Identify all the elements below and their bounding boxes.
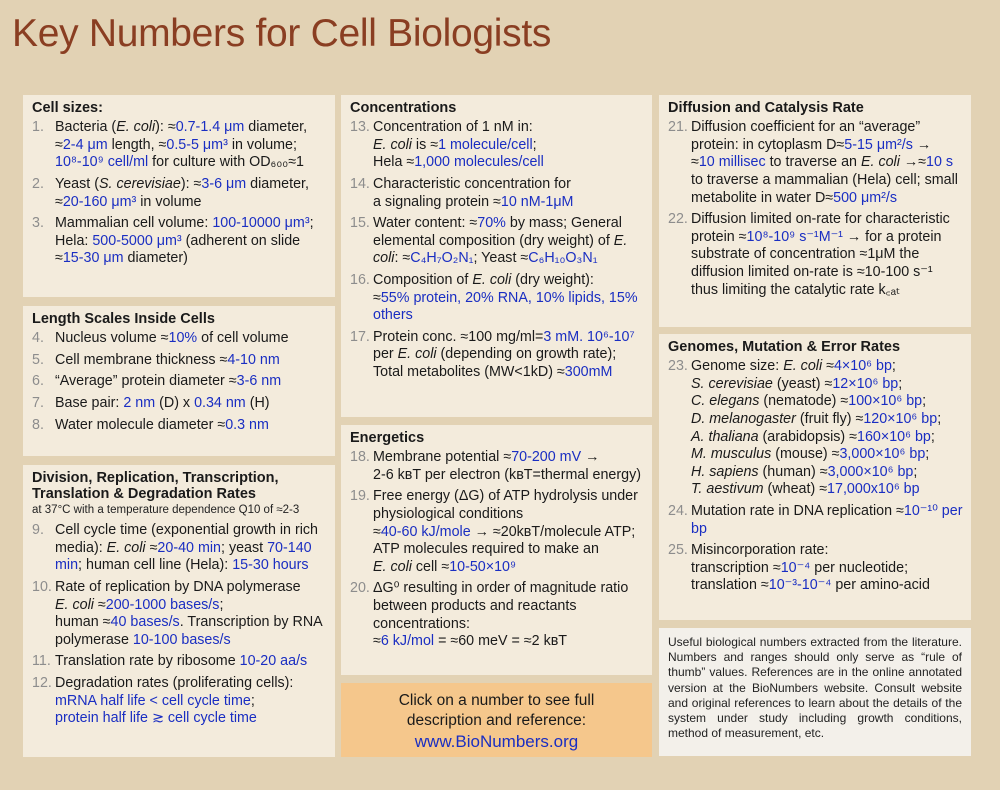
species-name: E. coli [397,346,437,363]
species-name: A. thaliana [691,428,759,445]
item-text-part: Diffusion coefficient for an “average” protein: in cytoplasm D≈ [691,119,925,153]
value-link[interactable]: 300mM [564,363,613,380]
item-text-part: Bacteria ( [55,119,117,136]
item-number: 2. [32,176,44,193]
cta-line-1: Click on a number to see full [398,692,595,709]
value-link[interactable]: 1 molecule/cell [438,136,533,153]
item-text-part: Degradation rates (proliferating cells): [55,675,294,692]
item-text-part: ; [913,463,918,480]
value-link[interactable]: 10⁻⁴ [780,559,811,576]
item-text-part: (fruit fly) ≈ [795,411,864,428]
item-text-part: ; Hela: [55,215,318,249]
item-text [691,211,963,299]
value-link[interactable]: 10-100 bases/s [132,631,231,648]
item-number: 15. [350,215,370,232]
item-text-part: of cell volume [197,330,289,347]
item-number: 12. [32,675,52,692]
list-item [668,119,963,207]
item-text-part: (nematode) ≈ [759,393,849,410]
list-item [350,449,644,484]
list-item [32,119,327,172]
item-text-part: ; [891,358,896,375]
item-number: 13. [350,119,370,136]
value-link[interactable]: 70% [477,215,506,232]
value-link[interactable]: C₆H₁₀O₃N₁ [528,250,598,267]
item-text-part: ; human cell line (Hela): [78,557,233,574]
item-text [373,580,644,650]
list-item [668,211,963,299]
item-text-part: per amino-acid [831,577,930,594]
item-number: 19. [350,488,370,505]
value-link[interactable]: 17,000x10⁶ bp [827,481,920,498]
bionumbers-link-box[interactable] [341,683,652,757]
value-link[interactable]: 10 s [926,154,954,171]
item-text [55,119,327,172]
item-text-part: ΔG⁰ resulting in order of magnitude ratio between products and reactants concentrations: ≈ [373,580,629,650]
list-item [668,542,963,595]
item-number: 11. [32,653,51,670]
list-item [350,272,644,325]
value-link[interactable]: 100×10⁶ bp [848,393,923,410]
item-text-part: ≈ [822,358,834,375]
item-text-part: Translation rate by ribosome [55,653,240,670]
panel-heading: Energetics [350,430,425,446]
panel-heading: Division, Replication, Transcription, Translation & Degradation Rates [32,470,279,503]
item-text-part: diameter, ≈ [55,176,313,210]
value-link[interactable]: 200-1000 bases/s [105,596,220,613]
item-text-part: Water molecule diameter ≈ [55,416,226,433]
value-link[interactable]: 4×10⁶ bp [833,358,892,375]
item-text [373,329,644,382]
list-item [350,176,644,211]
value-link[interactable]: 6 kJ/mol [380,633,435,650]
item-text-part: for culture with OD₆₀₀≈1 [148,154,304,171]
value-link[interactable]: 40-60 kJ/mole [380,523,471,540]
value-link[interactable]: 10 nM-1μM [500,193,574,210]
item-text-part: in volume [136,193,202,210]
item-text-part: ; Hela ≈ [373,136,537,171]
value-link[interactable]: 160×10⁶ bp [857,428,931,445]
value-link[interactable]: mRNA half life < cell cycle time [55,692,251,709]
species-name: T. aestivum [691,481,764,498]
item-text-part: ≈ [93,596,106,613]
item-text-part: Mammalian cell volume: [55,215,213,232]
item-text-part: →≈ [899,154,927,171]
value-link[interactable]: 10% [168,330,198,347]
item-number: 24. [668,502,688,519]
item-text-part: Cell cycle time (exponential growth in rich media): [55,522,322,556]
item-text-part: ; [898,375,903,392]
item-text-part: ): ≈ [180,176,202,193]
value-link[interactable]: 2 nm [123,395,156,412]
item-text-part: → ≈ [691,136,932,171]
cta-line-2: description and reference: [406,712,587,729]
item-text-part: ; [250,692,255,709]
item-text-part: (arabidopsis) ≈ [758,428,857,445]
item-text-part: per [373,328,639,363]
item-text-part: Diffusion limited on-rate for characteristic protein ≈ [691,211,954,245]
panel-division-rates [23,465,335,757]
item-text-part: Rate of replication by DNA polymerase [55,579,301,596]
value-link[interactable]: protein half life ≳ cell cycle time [55,710,257,727]
item-text [691,119,963,207]
list-item [350,215,644,268]
panel-heading: Diffusion and Catalysis Rate [668,100,864,116]
item-text-part: = ≈60 meV = ≈2 kʙT [434,633,568,650]
panel-diffusion [659,95,971,327]
list-item [668,358,963,499]
value-link[interactable]: 3-6 μm [201,176,247,193]
panel-length-scales [23,306,335,456]
item-text-part: Cell membrane thickness ≈ [55,351,228,368]
item-number: 22. [668,211,688,228]
item-text [55,417,327,435]
page-title: Key Numbers for Cell Biologists [12,12,552,55]
panel-note: at 37°C with a temperature dependence Q10 of ≈2-3 [32,504,300,517]
item-number: 16. [350,271,370,288]
value-link[interactable]: 0.34 nm [194,395,246,412]
list-item [32,579,327,649]
species-name: E. coli [55,596,94,613]
item-text-part: ; [925,446,930,463]
species-name: E. coli [783,358,823,375]
value-link[interactable]: 55% protein, 20% RNA, 10% lipids, 15% others [373,289,642,324]
item-text-part: by mass; General elemental composition (dry weight) of [373,215,626,249]
value-link[interactable]: 0.5-5 μm³ [166,136,228,153]
item-text-part: Yeast ( [55,176,99,193]
item-number: 3. [32,215,44,232]
item-text-part: (depending on growth rate); Total metabolites (MW<1kD) ≈ [373,346,620,380]
item-text [691,542,963,595]
item-number: 4. [32,330,44,347]
species-name: S. cerevisiae [691,375,773,392]
item-text-part: Genome size: [691,358,784,375]
value-link[interactable]: 0.3 nm [225,416,269,433]
item-text-part: Misincorporation rate: transcription ≈ [691,542,829,576]
item-text [55,395,327,413]
item-text [55,176,327,211]
item-text-part: (H) [245,395,270,412]
item-text [55,373,327,391]
list-item [32,330,327,348]
list-item [668,502,967,538]
value-link[interactable]: 3 mM. 10⁶-10⁷ [543,328,635,345]
item-number: 8. [32,416,44,433]
species-name: S. cerevisiae [98,176,181,193]
item-text [55,352,327,370]
list-item [32,395,327,413]
value-link[interactable]: 0.7-1.4 μm [175,119,245,136]
item-text-part: (dry weight): ≈ [373,271,594,306]
value-link[interactable]: 1,000 molecules/cell [414,154,544,171]
value-link[interactable]: 2-4 μm [62,136,108,153]
species-name: E. coli [860,154,900,171]
item-text [55,522,327,575]
item-text-part: ; [937,411,942,428]
panel-heading: Concentrations [350,100,457,116]
item-text-part: to traverse a mammalian (Hela) cell; small metabolite in water D≈ [691,154,962,206]
item-text [373,119,644,172]
item-text [691,502,967,538]
panel-cell-sizes [23,95,335,297]
item-text [373,488,644,576]
list-item [32,675,327,728]
value-link[interactable]: 70-140 min [55,539,316,574]
item-text [691,358,963,499]
item-number: 6. [32,373,44,390]
item-text-part: Base pair: [55,395,124,412]
item-text-part: Concentration of 1 nM in: [373,119,533,136]
species-name: E. coli [373,136,412,153]
panel-genomes [659,334,971,620]
list-item [32,417,327,435]
list-item [32,352,327,370]
item-text-part: ≈ [145,539,158,556]
item-text-part: (wheat) ≈ [763,481,828,498]
panel-heading: Length Scales Inside Cells [32,311,215,327]
item-text-part: ; human ≈ [55,596,224,631]
item-text-part: to traverse an [765,154,861,171]
item-number: 5. [32,351,44,368]
item-text-part: → for a protein substrate of concentration ≈1μM the diffusion limited on-rate is ≈10-100 s⁻¹ thus limiting the catalytic rate k꜀ₐₜ [691,228,946,298]
value-link[interactable]: C₄H₇O₂N₁ [410,250,474,267]
value-link[interactable]: 100-10000 μm³ [212,215,310,232]
item-number: 7. [32,395,44,412]
item-text-part: → 2-6 kʙT per electron (kʙT=thermal energy) [373,449,642,483]
item-text-part: → ≈20kʙT/molecule ATP; ATP molecules required to make an [373,523,636,558]
value-link[interactable]: 3,000×10⁶ bp [839,446,926,463]
list-item [350,580,644,650]
item-text-part: : ≈ [394,250,411,267]
item-text-part: cell ≈ [411,558,450,575]
value-link[interactable]: 10⁸-10⁹ s⁻¹M⁻¹ [746,228,843,245]
item-text-part: (mouse) ≈ [771,446,840,463]
value-link[interactable]: 3,000×10⁶ bp [827,463,914,480]
value-link[interactable]: 15-30 hours [232,557,309,574]
list-item [32,522,327,575]
item-text-part: length, ≈ [107,136,167,153]
item-text-part: (human) ≈ [758,463,828,480]
item-text-part: in volume; [227,136,301,153]
item-text-part: ; [930,428,935,445]
item-text [373,449,644,484]
item-text-part: (yeast) ≈ [772,375,833,392]
item-text [373,215,644,268]
item-text-part: (adherent on slide ≈ [55,232,305,267]
value-link[interactable]: 15-30 μm [62,250,124,267]
item-text-part: per nucleotide; translation ≈ [691,559,909,594]
item-number: 23. [668,358,688,375]
value-link[interactable]: 10-20 aa/s [239,653,308,670]
list-item [350,488,644,576]
value-link[interactable]: 4-10 nm [227,351,280,368]
list-item [32,215,327,268]
item-text [55,330,327,348]
species-name: E. coli [472,271,512,288]
list-item [32,653,327,671]
panel-concentrations [341,95,652,417]
item-number: 1. [32,119,44,136]
value-link[interactable]: 10⁸-10⁹ cell/ml [55,154,149,171]
item-text-part: Mutation rate in DNA replication ≈ [691,502,904,519]
item-number: 14. [350,176,370,193]
list-item [350,329,644,382]
item-text [55,675,327,728]
value-link[interactable]: 10⁻³-10⁻⁴ [768,577,832,594]
panel-energetics [341,425,652,675]
species-name: C. elegans [691,393,760,410]
list-item [32,373,327,391]
bionumbers-url-link[interactable]: www.BioNumbers.org [414,732,579,751]
item-text-part: Membrane potential ≈ [373,449,512,466]
species-name: E. coli [373,232,632,267]
value-link[interactable]: 500 μm²/s [833,189,897,206]
item-text-part: . Transcription by RNA polymerase [55,614,326,648]
item-text-part: diameter) [123,250,188,267]
item-number: 21. [668,119,688,136]
value-link[interactable]: 40 bases/s [110,614,180,631]
item-text-part: Characteristic concentration for a signaling protein ≈ [373,176,571,210]
item-text-part: is ≈ [411,136,439,153]
value-link[interactable]: 10⁻¹⁰ per bp [691,502,967,537]
value-link[interactable]: 20-160 μm³ [62,193,137,210]
species-name: H. sapiens [691,463,759,480]
item-text [55,579,327,649]
item-text-part: Nucleus volume ≈ [55,330,169,347]
value-link[interactable]: 10 millisec [698,154,766,171]
item-text-part: ; [922,393,927,410]
item-text-part: Water content: ≈ [373,215,478,232]
species-name: M. musculus [691,446,772,463]
item-text [373,272,644,325]
species-name: E. coli [373,558,412,575]
panel-heading: Cell sizes: [32,100,103,116]
value-link[interactable]: 500-5000 μm³ [92,232,182,249]
item-text-part: ): ≈ [155,119,176,136]
item-number: 18. [350,449,370,466]
value-link[interactable]: 20-40 min [157,539,221,556]
item-text [373,176,644,211]
item-number: 20. [350,580,370,597]
item-text-part: Composition of [373,271,473,288]
species-name: E. coli [116,119,156,136]
item-text-part: Free energy (ΔG) of ATP hydrolysis under physiological conditions ≈ [373,488,638,540]
item-text-part: (D) x [155,395,195,412]
panel-heading: Genomes, Mutation & Error Rates [668,339,901,355]
species-name: D. melanogaster [691,411,796,428]
species-name: E. coli [106,539,146,556]
value-link[interactable]: 3-6 nm [236,373,282,390]
list-item [32,176,327,211]
item-text-part: Protein conc. ≈100 mg/ml= [373,328,544,345]
item-number: 25. [668,542,688,559]
value-link[interactable]: 120×10⁶ bp [863,411,938,428]
footnote-text: Useful biological numbers extracted from the literature. Numbers and ranges should only serve as “rule of thumb” values. References are in the online annotated version at the BioNumbers website. Consult website and original references to learn about the details of the system under study including growth conditions, method of measurement, etc. [659,628,971,756]
value-link[interactable]: 5-15 μm²/s [844,136,913,153]
item-number: 10. [32,579,52,596]
list-item [350,119,644,172]
item-text [55,653,327,671]
value-link[interactable]: 12×10⁶ bp [832,375,899,392]
item-text-part: “Average” protein diameter ≈ [55,373,237,390]
item-text [55,215,327,268]
item-text-part: diameter, ≈ [55,119,312,153]
value-link[interactable]: 70-200 mV [511,449,582,466]
item-text-part: ; Yeast ≈ [473,250,529,267]
item-number: 17. [350,328,370,345]
value-link[interactable]: 10-50×10⁹ [449,558,517,575]
item-text-part: ; yeast [221,539,268,556]
item-number: 9. [32,522,44,539]
